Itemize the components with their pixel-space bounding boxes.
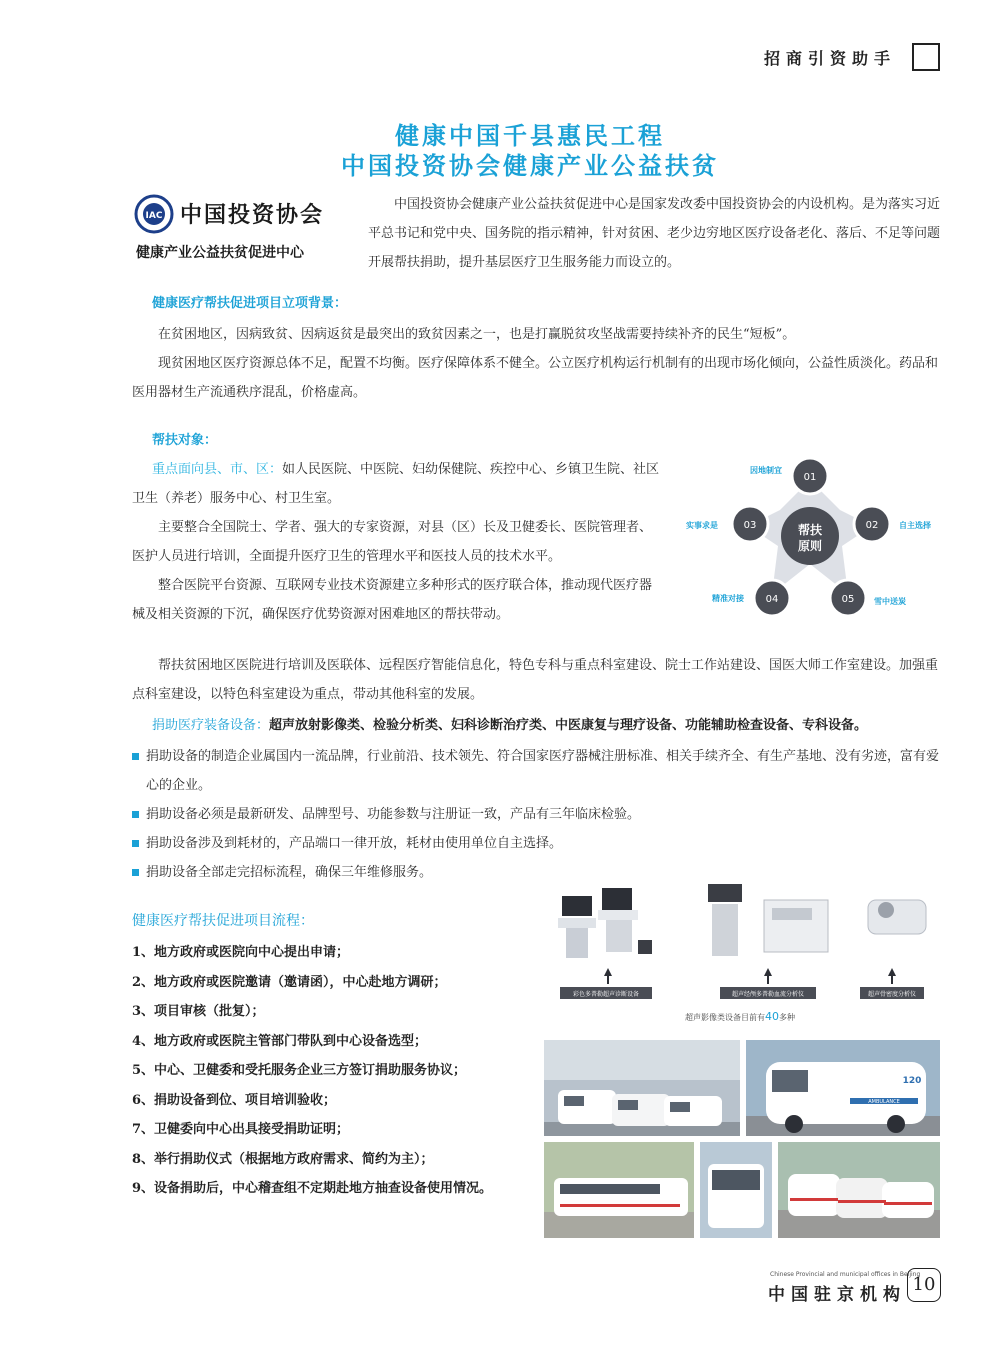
ambulance-fleet-photo: [544, 1040, 740, 1136]
page-title-line2: 中国投资协会健康产业公益扶贫: [341, 151, 719, 180]
principle-05-label: 雪中送炭: [874, 597, 906, 606]
background-paragraph-2: 现贫困地区医疗资源总体不足，配置不均衡。医疗保障体系不健全。公立医疗机构运行机制有的出现市场化倾向，公益性质淡化。药品和医用器材生产流通秩序混乱，价格虚高。: [132, 356, 939, 400]
footer-english: Chinese Provincial and municipal offices in Beijing: [770, 1271, 921, 1278]
objects-lead: 重点面向县、市、区：: [152, 462, 283, 477]
principle-04-num: 04: [765, 594, 779, 605]
ambulance-row-photo: [778, 1142, 940, 1238]
list-item: 捐助设备必须是最新研发、品牌型号、功能参数与注册证一致，产品有三年临床检验。: [130, 800, 942, 829]
background-heading: 健康医疗帮扶促进项目立项背景：: [152, 296, 348, 311]
tcd-device-image: [708, 884, 828, 956]
flow-step: 9、设备捐助后，中心稽查组不定期赴地方抽查设备使用情况。: [132, 1181, 493, 1196]
ambulance-text: AMBULANCE: [868, 1099, 900, 1105]
header-box-icon: [912, 43, 940, 71]
device-label: 超声经颅多普勒血流分析仪: [731, 991, 805, 998]
ultrasound-device-image: [558, 888, 652, 958]
objects-paragraph-1: [132, 455, 662, 513]
page-number: 10: [907, 1268, 941, 1302]
objects-paragraph-2: 主要整合全国院士、学者、强大的专家资源，对县（区）长及卫健委长、医院管理者、医护人员进行培训，全面提升医疗卫生的管理水平和医技人员的技术水平。: [132, 520, 653, 564]
equipment-list: 超声放射影像类、检验分析类、妇科诊断治疗类、中医康复与理疗设备、功能辅助检查设备、专科设备。: [269, 718, 868, 733]
principle-03-label: 实事求是: [686, 521, 718, 530]
principle-04-label: 精准对接: [712, 594, 744, 603]
bus-front-photo: [700, 1142, 772, 1238]
footer-label: 中国驻京机构: [768, 1285, 906, 1305]
equipment-line: [152, 711, 867, 740]
intro-paragraph: 中国投资协会健康产业公益扶贫促进中心是国家发改委中国投资协会的内设机构。是为落实习近平总书记和党中央、国务院的指示精神，针对贫困、老少边穷地区医疗设备老化、落后、不足等问题开展帮扶捐助，提升基层医疗卫生服务能力而设立的。: [368, 197, 941, 270]
principles-center-line1: 帮扶: [797, 523, 823, 537]
flow-step: 6、捐助设备到位、项目培训验收；: [132, 1092, 337, 1108]
up-arrow-icon: [764, 968, 772, 984]
flow-step: 7、卫健委向中心出具接受捐助证明；: [132, 1122, 350, 1137]
up-arrow-icon: [888, 968, 896, 984]
principle-02-num: 02: [865, 520, 879, 531]
page-title-line1: 健康中国千县惠民工程: [395, 121, 665, 150]
header-label: 招商引资助手: [763, 49, 896, 68]
principle-03-num: 03: [743, 520, 757, 531]
flow-step: 1、地方政府或医院向中心提出申请；: [132, 945, 350, 960]
objects-paragraph-1-text: 如人民医院、中医院、妇幼保健院、疾控中心、乡镇卫生院、社区卫生（养老）服务中心、村卫生室。: [132, 462, 660, 506]
logo-subtitle: 健康产业公益扶贫促进中心: [136, 245, 304, 261]
list-item: 捐助设备涉及到耗材的，产品端口一律开放，耗材由使用单位自主选择。: [130, 829, 942, 858]
equipment-photos: [540, 878, 942, 1240]
principle-05-num: 05: [841, 594, 855, 605]
medical-bus-photo: [544, 1142, 694, 1238]
objects-heading: 帮扶对象：: [152, 433, 218, 448]
flow-step: 2、地方政府或医院邀请（邀请函），中心赴地方调研；: [132, 974, 447, 990]
device-label: 彩色多普勒超声诊断设备: [572, 991, 640, 998]
flow-step: 5、中心、卫健委和受托服务企业三方签订捐助服务协议；: [132, 1063, 467, 1078]
background-paragraph-1: 在贫困地区，因病致贫、因病返贫是最突出的致贫因素之一，也是打赢脱贫攻坚战需要持续补齐的民生“短板”。: [158, 327, 796, 342]
principles-diagram: [682, 448, 952, 628]
flow-steps: [132, 938, 492, 1204]
bone-densitometer-image: [868, 900, 926, 934]
principle-01-num: 01: [803, 472, 817, 483]
objects-paragraph-3: 整合医院平台资源、互联网专业技术资源建立多种形式的医疗联合体，推动现代医疗器械及相关资源的下沉，确保医疗优势资源对困难地区的帮扶带动。: [132, 578, 653, 622]
iac-emblem-text: IAC: [145, 211, 163, 221]
equipment-bullets: [130, 742, 942, 887]
device-label: 超声骨密度分析仪: [867, 991, 917, 998]
ambulance-closeup-photo: [746, 1040, 940, 1136]
list-item: 捐助设备全部走完招标流程，确保三年维修服务。: [130, 858, 942, 887]
devices-caption: 超声影像类设备目前有40多种: [685, 1010, 795, 1023]
flow-step: 3、项目审核（批复）；: [132, 1004, 265, 1019]
logo-name: 中国投资协会: [180, 202, 325, 228]
flow-title: 健康医疗帮扶促进项目流程：: [132, 913, 314, 929]
equipment-lead: 捐助医疗装备设备：: [152, 718, 270, 733]
flow-step: 8、举行捐助仪式（根据地方政府需求、简约为主）；: [132, 1151, 434, 1167]
up-arrow-icon: [604, 968, 612, 984]
principle-01-label: 因地制宜: [750, 466, 782, 475]
training-paragraph: 帮扶贫困地区医院进行培训及医联体、远程医疗智能信息化，特色专科与重点科室建设、院士工作站建设、国医大师工作室建设。加强重点科室建设，以特色科室建设为重点，带动其他科室的发展。: [132, 658, 939, 702]
ambulance-number: 120: [902, 1076, 922, 1086]
list-item: 捐助设备的制造企业属国内一流品牌，行业前沿、技术领先、符合国家医疗器械注册标准、相关手续齐全、有生产基地、没有劣迹，富有爱心的企业。: [130, 742, 942, 800]
principle-02-label: 自主选择: [899, 521, 931, 530]
principles-center-line2: 原则: [797, 539, 823, 553]
flow-step: 4、地方政府或医院主管部门带队到中心设备选型；: [132, 1033, 428, 1049]
